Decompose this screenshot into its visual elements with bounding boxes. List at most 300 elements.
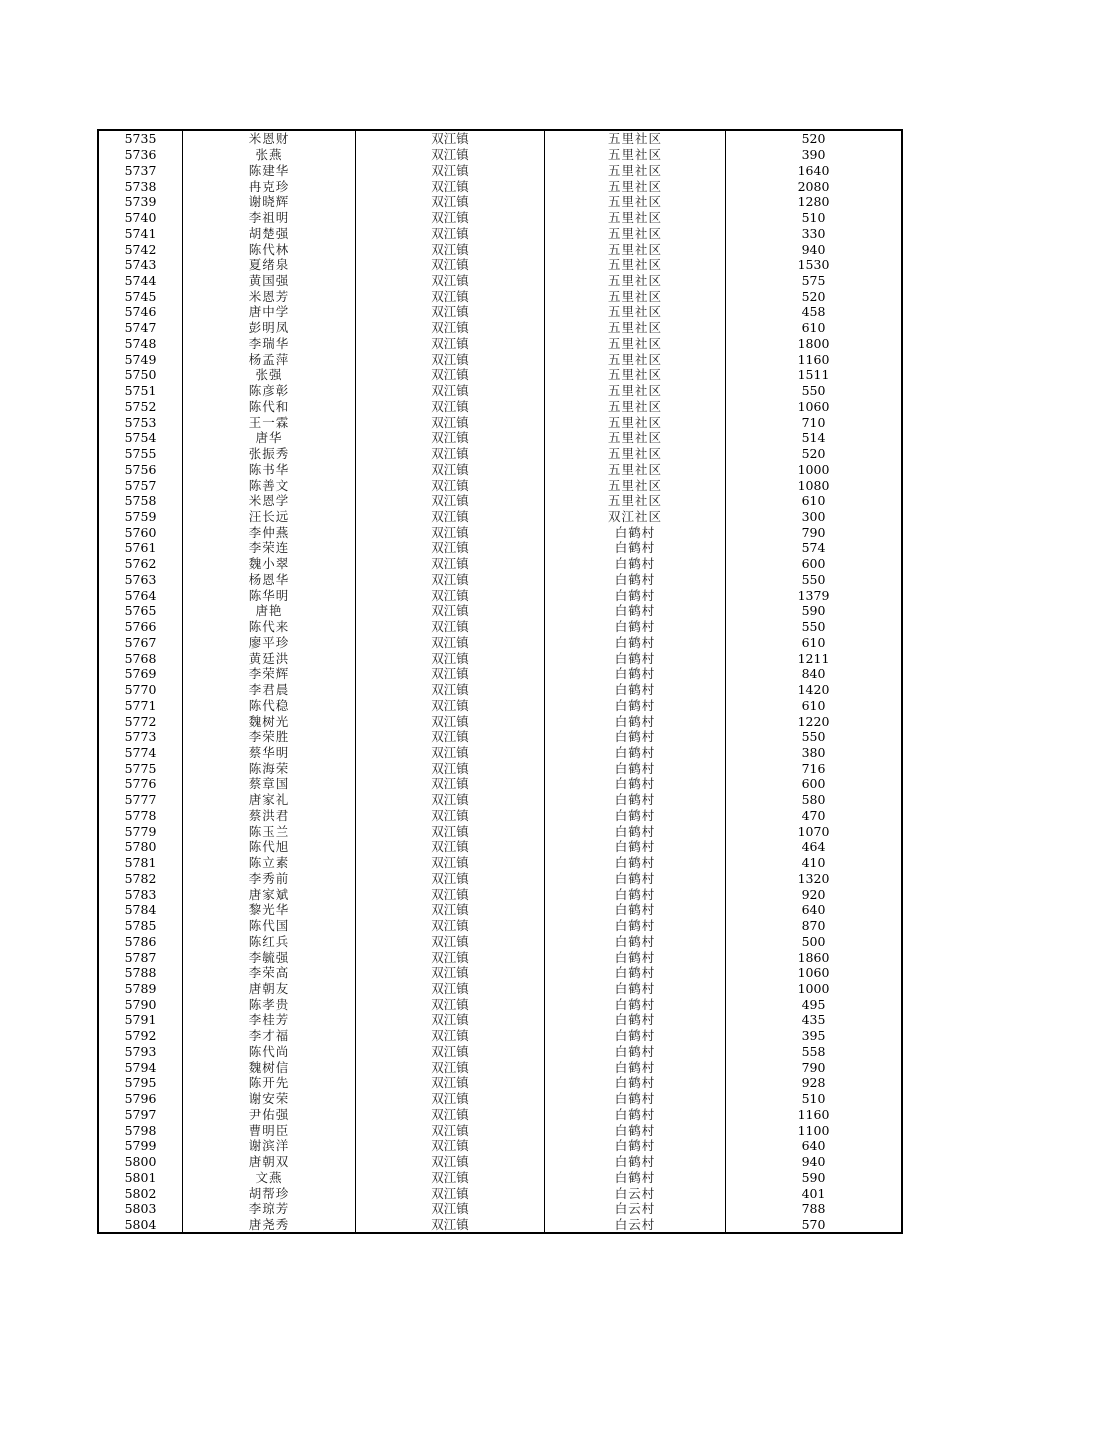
person-name-cell: 李瑞华 xyxy=(183,336,356,352)
village-cell: 白鹤村 xyxy=(545,792,726,808)
town-cell: 双江镇 xyxy=(356,509,545,525)
table-row xyxy=(98,808,902,824)
table-row xyxy=(98,162,902,178)
town-cell: 双江镇 xyxy=(356,367,545,383)
village-cell: 白鹤村 xyxy=(545,1169,726,1185)
town-cell: 双江镇 xyxy=(356,808,545,824)
village-cell: 五里社区 xyxy=(545,477,726,493)
row-number-cell: 5772 xyxy=(98,713,183,729)
table-row xyxy=(98,509,902,525)
amount-cell: 520 xyxy=(801,131,826,147)
town-cell: 双江镇 xyxy=(356,1201,545,1217)
amount-cell: 1530 xyxy=(797,257,830,273)
town-cell: 双江镇 xyxy=(356,225,545,241)
village-cell: 五里社区 xyxy=(545,398,726,414)
table-row xyxy=(98,1138,902,1154)
village-cell: 五里社区 xyxy=(545,461,726,477)
person-name-cell: 陈立素 xyxy=(183,855,356,871)
table-row xyxy=(98,130,902,147)
person-name-cell: 陈代国 xyxy=(183,918,356,934)
village-cell: 五里社区 xyxy=(545,194,726,210)
person-name-cell: 李琼芳 xyxy=(183,1201,356,1217)
amount-cell: 1800 xyxy=(797,335,830,351)
village-cell: 白鹤村 xyxy=(545,965,726,981)
row-number-cell: 5750 xyxy=(98,367,183,383)
village-cell: 白鹤村 xyxy=(545,1154,726,1170)
town-cell: 双江镇 xyxy=(356,304,545,320)
row-number-cell: 5792 xyxy=(98,1028,183,1044)
village-cell: 白鹤村 xyxy=(545,871,726,887)
row-number-cell: 5735 xyxy=(98,130,183,147)
table-row xyxy=(98,1185,902,1201)
table-row xyxy=(98,635,902,651)
row-number-cell: 5788 xyxy=(98,965,183,981)
person-name-cell: 张强 xyxy=(183,367,356,383)
row-number-cell: 5746 xyxy=(98,304,183,320)
amount-cell: 514 xyxy=(801,430,826,446)
person-name-cell: 夏绪泉 xyxy=(183,257,356,273)
town-cell: 双江镇 xyxy=(356,1091,545,1107)
row-number-cell: 5764 xyxy=(98,587,183,603)
table-row xyxy=(98,367,902,383)
village-cell: 白鹤村 xyxy=(545,650,726,666)
amount-cell: 510 xyxy=(801,210,826,226)
person-name-cell: 陈代来 xyxy=(183,619,356,635)
town-cell: 双江镇 xyxy=(356,1028,545,1044)
row-number-cell: 5793 xyxy=(98,1044,183,1060)
village-cell: 白鹤村 xyxy=(545,1122,726,1138)
amount-cell: 928 xyxy=(801,1075,826,1091)
town-cell: 双江镇 xyxy=(356,147,545,163)
village-cell: 五里社区 xyxy=(545,130,726,147)
table-row xyxy=(98,603,902,619)
row-number-cell: 5748 xyxy=(98,336,183,352)
town-cell: 双江镇 xyxy=(356,1107,545,1123)
row-number-cell: 5749 xyxy=(98,351,183,367)
amount-cell: 590 xyxy=(801,1169,826,1185)
amount-cell: 1420 xyxy=(797,682,830,698)
town-cell: 双江镇 xyxy=(356,1044,545,1060)
amount-cell: 401 xyxy=(801,1185,826,1201)
amount-cell: 464 xyxy=(801,839,826,855)
amount-cell: 1000 xyxy=(797,461,830,477)
row-number-cell: 5755 xyxy=(98,446,183,462)
person-name-cell: 王一霖 xyxy=(183,414,356,430)
table-row xyxy=(98,524,902,540)
table-row xyxy=(98,855,902,871)
village-cell: 白鹤村 xyxy=(545,729,726,745)
village-cell: 白云村 xyxy=(545,1185,726,1201)
amount-cell: 870 xyxy=(801,918,826,934)
town-cell: 双江镇 xyxy=(356,446,545,462)
town-cell: 双江镇 xyxy=(356,493,545,509)
town-cell: 双江镇 xyxy=(356,210,545,226)
person-name-cell: 杨恩华 xyxy=(183,572,356,588)
person-name-cell: 谢安荣 xyxy=(183,1091,356,1107)
town-cell: 双江镇 xyxy=(356,603,545,619)
town-cell: 双江镇 xyxy=(356,398,545,414)
table-row xyxy=(98,241,902,257)
person-name-cell: 张振秀 xyxy=(183,446,356,462)
town-cell: 双江镇 xyxy=(356,556,545,572)
village-cell: 五里社区 xyxy=(545,288,726,304)
town-cell: 双江镇 xyxy=(356,1012,545,1028)
roster-table-body xyxy=(98,130,902,1233)
person-name-cell: 陈代尚 xyxy=(183,1044,356,1060)
row-number-cell: 5778 xyxy=(98,808,183,824)
village-cell: 五里社区 xyxy=(545,210,726,226)
person-name-cell: 李荣辉 xyxy=(183,666,356,682)
table-row xyxy=(98,430,902,446)
table-row xyxy=(98,981,902,997)
amount-cell: 574 xyxy=(801,540,826,556)
roster-table xyxy=(97,129,903,1234)
amount-cell: 1000 xyxy=(797,981,830,997)
village-cell: 五里社区 xyxy=(545,493,726,509)
table-row xyxy=(98,398,902,414)
village-cell: 白鹤村 xyxy=(545,1107,726,1123)
amount-cell: 395 xyxy=(801,1028,826,1044)
town-cell: 双江镇 xyxy=(356,619,545,635)
village-cell: 白鹤村 xyxy=(545,949,726,965)
table-row xyxy=(98,1075,902,1091)
village-cell: 白鹤村 xyxy=(545,839,726,855)
village-cell: 白鹤村 xyxy=(545,1012,726,1028)
amount-cell: 470 xyxy=(801,807,826,823)
row-number-cell: 5752 xyxy=(98,398,183,414)
village-cell: 五里社区 xyxy=(545,430,726,446)
table-row xyxy=(98,320,902,336)
row-number-cell: 5800 xyxy=(98,1154,183,1170)
town-cell: 双江镇 xyxy=(356,839,545,855)
village-cell: 白鹤村 xyxy=(545,981,726,997)
town-cell: 双江镇 xyxy=(356,477,545,493)
table-row xyxy=(98,461,902,477)
village-cell: 白鹤村 xyxy=(545,918,726,934)
town-cell: 双江镇 xyxy=(356,855,545,871)
person-name-cell: 黄国强 xyxy=(183,273,356,289)
amount-cell: 610 xyxy=(801,634,826,650)
person-name-cell: 魏小翠 xyxy=(183,556,356,572)
row-number-cell: 5762 xyxy=(98,556,183,572)
amount-cell: 790 xyxy=(801,524,826,540)
amount-cell: 1080 xyxy=(797,477,830,493)
table-row xyxy=(98,1201,902,1217)
amount-cell: 640 xyxy=(801,1138,826,1154)
amount-cell: 788 xyxy=(801,1201,826,1217)
amount-cell: 550 xyxy=(801,729,826,745)
person-name-cell: 冉克珍 xyxy=(183,178,356,194)
town-cell: 双江镇 xyxy=(356,949,545,965)
amount-cell: 2080 xyxy=(797,178,830,194)
amount-cell: 1320 xyxy=(797,870,830,886)
person-name-cell: 陈孝贵 xyxy=(183,996,356,1012)
village-cell: 白鹤村 xyxy=(545,933,726,949)
row-number-cell: 5804 xyxy=(98,1217,183,1234)
table-row xyxy=(98,477,902,493)
table-row xyxy=(98,839,902,855)
person-name-cell: 唐家礼 xyxy=(183,792,356,808)
person-name-cell: 陈海荣 xyxy=(183,760,356,776)
town-cell: 双江镇 xyxy=(356,745,545,761)
row-number-cell: 5768 xyxy=(98,650,183,666)
amount-cell: 410 xyxy=(801,855,826,871)
table-row xyxy=(98,682,902,698)
table-row xyxy=(98,446,902,462)
table-row xyxy=(98,902,902,918)
village-cell: 白鹤村 xyxy=(545,697,726,713)
amount-cell: 940 xyxy=(801,1154,826,1170)
person-name-cell: 唐尧秀 xyxy=(183,1217,356,1234)
village-cell: 白鹤村 xyxy=(545,1059,726,1075)
row-number-cell: 5774 xyxy=(98,745,183,761)
table-row xyxy=(98,1107,902,1123)
person-name-cell: 胡帮珍 xyxy=(183,1185,356,1201)
row-number-cell: 5776 xyxy=(98,776,183,792)
table-row xyxy=(98,650,902,666)
village-cell: 白鹤村 xyxy=(545,855,726,871)
village-cell: 白鹤村 xyxy=(545,1091,726,1107)
town-cell: 双江镇 xyxy=(356,1075,545,1091)
amount-cell: 600 xyxy=(801,776,826,792)
row-number-cell: 5738 xyxy=(98,178,183,194)
row-number-cell: 5786 xyxy=(98,933,183,949)
table-row xyxy=(98,1122,902,1138)
person-name-cell: 谢滨洋 xyxy=(183,1138,356,1154)
person-name-cell: 李荣胜 xyxy=(183,729,356,745)
row-number-cell: 5756 xyxy=(98,461,183,477)
town-cell: 双江镇 xyxy=(356,461,545,477)
row-number-cell: 5802 xyxy=(98,1185,183,1201)
town-cell: 双江镇 xyxy=(356,1185,545,1201)
village-cell: 白鹤村 xyxy=(545,619,726,635)
town-cell: 双江镇 xyxy=(356,886,545,902)
table-row xyxy=(98,147,902,163)
person-name-cell: 李荣高 xyxy=(183,965,356,981)
person-name-cell: 米恩芳 xyxy=(183,288,356,304)
person-name-cell: 魏树信 xyxy=(183,1059,356,1075)
amount-cell: 940 xyxy=(801,241,826,257)
row-number-cell: 5753 xyxy=(98,414,183,430)
amount-cell: 550 xyxy=(801,383,826,399)
person-name-cell: 陈代稳 xyxy=(183,697,356,713)
village-cell: 五里社区 xyxy=(545,320,726,336)
table-row xyxy=(98,871,902,887)
town-cell: 双江镇 xyxy=(356,1059,545,1075)
amount-cell: 590 xyxy=(801,603,826,619)
village-cell: 五里社区 xyxy=(545,304,726,320)
amount-cell: 435 xyxy=(801,1012,826,1028)
amount-cell: 330 xyxy=(801,225,826,241)
village-cell: 五里社区 xyxy=(545,147,726,163)
row-number-cell: 5754 xyxy=(98,430,183,446)
person-name-cell: 曹明臣 xyxy=(183,1122,356,1138)
town-cell: 双江镇 xyxy=(356,760,545,776)
village-cell: 五里社区 xyxy=(545,225,726,241)
row-number-cell: 5739 xyxy=(98,194,183,210)
person-name-cell: 蔡洪君 xyxy=(183,808,356,824)
town-cell: 双江镇 xyxy=(356,572,545,588)
table-row xyxy=(98,1028,902,1044)
row-number-cell: 5766 xyxy=(98,619,183,635)
row-number-cell: 5741 xyxy=(98,225,183,241)
village-cell: 白鹤村 xyxy=(545,587,726,603)
table-row xyxy=(98,257,902,273)
row-number-cell: 5797 xyxy=(98,1107,183,1123)
table-row xyxy=(98,225,902,241)
amount-cell: 510 xyxy=(801,1091,826,1107)
amount-cell: 1060 xyxy=(797,398,830,414)
table-row xyxy=(98,729,902,745)
row-number-cell: 5737 xyxy=(98,162,183,178)
row-number-cell: 5771 xyxy=(98,697,183,713)
village-cell: 白鹤村 xyxy=(545,556,726,572)
table-row xyxy=(98,713,902,729)
amount-cell: 300 xyxy=(801,508,826,524)
town-cell: 双江镇 xyxy=(356,666,545,682)
table-row xyxy=(98,304,902,320)
person-name-cell: 李毓强 xyxy=(183,949,356,965)
amount-cell: 1070 xyxy=(797,823,830,839)
amount-cell: 1640 xyxy=(797,162,830,178)
amount-cell: 550 xyxy=(801,619,826,635)
row-number-cell: 5775 xyxy=(98,760,183,776)
village-cell: 白鹤村 xyxy=(545,886,726,902)
village-cell: 白鹤村 xyxy=(545,666,726,682)
town-cell: 双江镇 xyxy=(356,996,545,1012)
amount-cell: 558 xyxy=(801,1043,826,1059)
row-number-cell: 5758 xyxy=(98,493,183,509)
person-name-cell: 唐华 xyxy=(183,430,356,446)
row-number-cell: 5736 xyxy=(98,147,183,163)
person-name-cell: 李君晨 xyxy=(183,682,356,698)
table-row xyxy=(98,1091,902,1107)
table-row xyxy=(98,965,902,981)
person-name-cell: 陈善文 xyxy=(183,477,356,493)
row-number-cell: 5780 xyxy=(98,839,183,855)
amount-cell: 610 xyxy=(801,320,826,336)
row-number-cell: 5759 xyxy=(98,509,183,525)
table-row xyxy=(98,918,902,934)
amount-cell: 1860 xyxy=(797,949,830,965)
amount-cell: 610 xyxy=(801,493,826,509)
village-cell: 白鹤村 xyxy=(545,682,726,698)
town-cell: 双江镇 xyxy=(356,965,545,981)
table-row xyxy=(98,336,902,352)
person-name-cell: 米恩财 xyxy=(183,130,356,147)
person-name-cell: 陈红兵 xyxy=(183,933,356,949)
row-number-cell: 5773 xyxy=(98,729,183,745)
village-cell: 五里社区 xyxy=(545,414,726,430)
person-name-cell: 李秀前 xyxy=(183,871,356,887)
village-cell: 白鹤村 xyxy=(545,808,726,824)
person-name-cell: 陈代旭 xyxy=(183,839,356,855)
table-row xyxy=(98,351,902,367)
town-cell: 双江镇 xyxy=(356,587,545,603)
person-name-cell: 李仲燕 xyxy=(183,524,356,540)
table-row xyxy=(98,949,902,965)
person-name-cell: 杨孟萍 xyxy=(183,351,356,367)
table-row xyxy=(98,178,902,194)
town-cell: 双江镇 xyxy=(356,902,545,918)
town-cell: 双江镇 xyxy=(356,713,545,729)
amount-cell: 580 xyxy=(801,792,826,808)
village-cell: 白鹤村 xyxy=(545,635,726,651)
village-cell: 白云村 xyxy=(545,1201,726,1217)
row-number-cell: 5803 xyxy=(98,1201,183,1217)
town-cell: 双江镇 xyxy=(356,178,545,194)
table-row xyxy=(98,697,902,713)
town-cell: 双江镇 xyxy=(356,194,545,210)
town-cell: 双江镇 xyxy=(356,241,545,257)
amount-cell: 495 xyxy=(801,996,826,1012)
person-name-cell: 黎光华 xyxy=(183,902,356,918)
town-cell: 双江镇 xyxy=(356,650,545,666)
town-cell: 双江镇 xyxy=(356,697,545,713)
row-number-cell: 5760 xyxy=(98,524,183,540)
row-number-cell: 5743 xyxy=(98,257,183,273)
row-number-cell: 5782 xyxy=(98,871,183,887)
amount-cell: 390 xyxy=(801,147,826,163)
row-number-cell: 5783 xyxy=(98,886,183,902)
table-row xyxy=(98,760,902,776)
person-name-cell: 黄廷洪 xyxy=(183,650,356,666)
row-number-cell: 5757 xyxy=(98,477,183,493)
person-name-cell: 尹佑强 xyxy=(183,1107,356,1123)
town-cell: 双江镇 xyxy=(356,130,545,147)
amount-cell: 710 xyxy=(801,414,826,430)
town-cell: 双江镇 xyxy=(356,273,545,289)
amount-cell: 790 xyxy=(801,1059,826,1075)
row-number-cell: 5763 xyxy=(98,572,183,588)
town-cell: 双江镇 xyxy=(356,162,545,178)
town-cell: 双江镇 xyxy=(356,257,545,273)
table-row xyxy=(98,540,902,556)
person-name-cell: 陈建华 xyxy=(183,162,356,178)
amount-cell: 640 xyxy=(801,902,826,918)
row-number-cell: 5796 xyxy=(98,1091,183,1107)
village-cell: 白鹤村 xyxy=(545,1044,726,1060)
town-cell: 双江镇 xyxy=(356,524,545,540)
person-name-cell: 汪长远 xyxy=(183,509,356,525)
row-number-cell: 5799 xyxy=(98,1138,183,1154)
village-cell: 白鹤村 xyxy=(545,713,726,729)
town-cell: 双江镇 xyxy=(356,823,545,839)
town-cell: 双江镇 xyxy=(356,933,545,949)
table-row xyxy=(98,273,902,289)
amount-cell: 1060 xyxy=(797,965,830,981)
amount-cell: 1211 xyxy=(797,650,830,666)
village-cell: 白鹤村 xyxy=(545,524,726,540)
village-cell: 白鹤村 xyxy=(545,760,726,776)
person-name-cell: 米恩学 xyxy=(183,493,356,509)
row-number-cell: 5781 xyxy=(98,855,183,871)
person-name-cell: 陈书华 xyxy=(183,461,356,477)
village-cell: 五里社区 xyxy=(545,257,726,273)
town-cell: 双江镇 xyxy=(356,1138,545,1154)
person-name-cell: 李荣连 xyxy=(183,540,356,556)
village-cell: 五里社区 xyxy=(545,446,726,462)
table-row xyxy=(98,194,902,210)
row-number-cell: 5744 xyxy=(98,273,183,289)
town-cell: 双江镇 xyxy=(356,792,545,808)
row-number-cell: 5769 xyxy=(98,666,183,682)
table-row xyxy=(98,493,902,509)
row-number-cell: 5791 xyxy=(98,1012,183,1028)
person-name-cell: 唐家斌 xyxy=(183,886,356,902)
person-name-cell: 陈开先 xyxy=(183,1075,356,1091)
person-name-cell: 陈彦彰 xyxy=(183,383,356,399)
